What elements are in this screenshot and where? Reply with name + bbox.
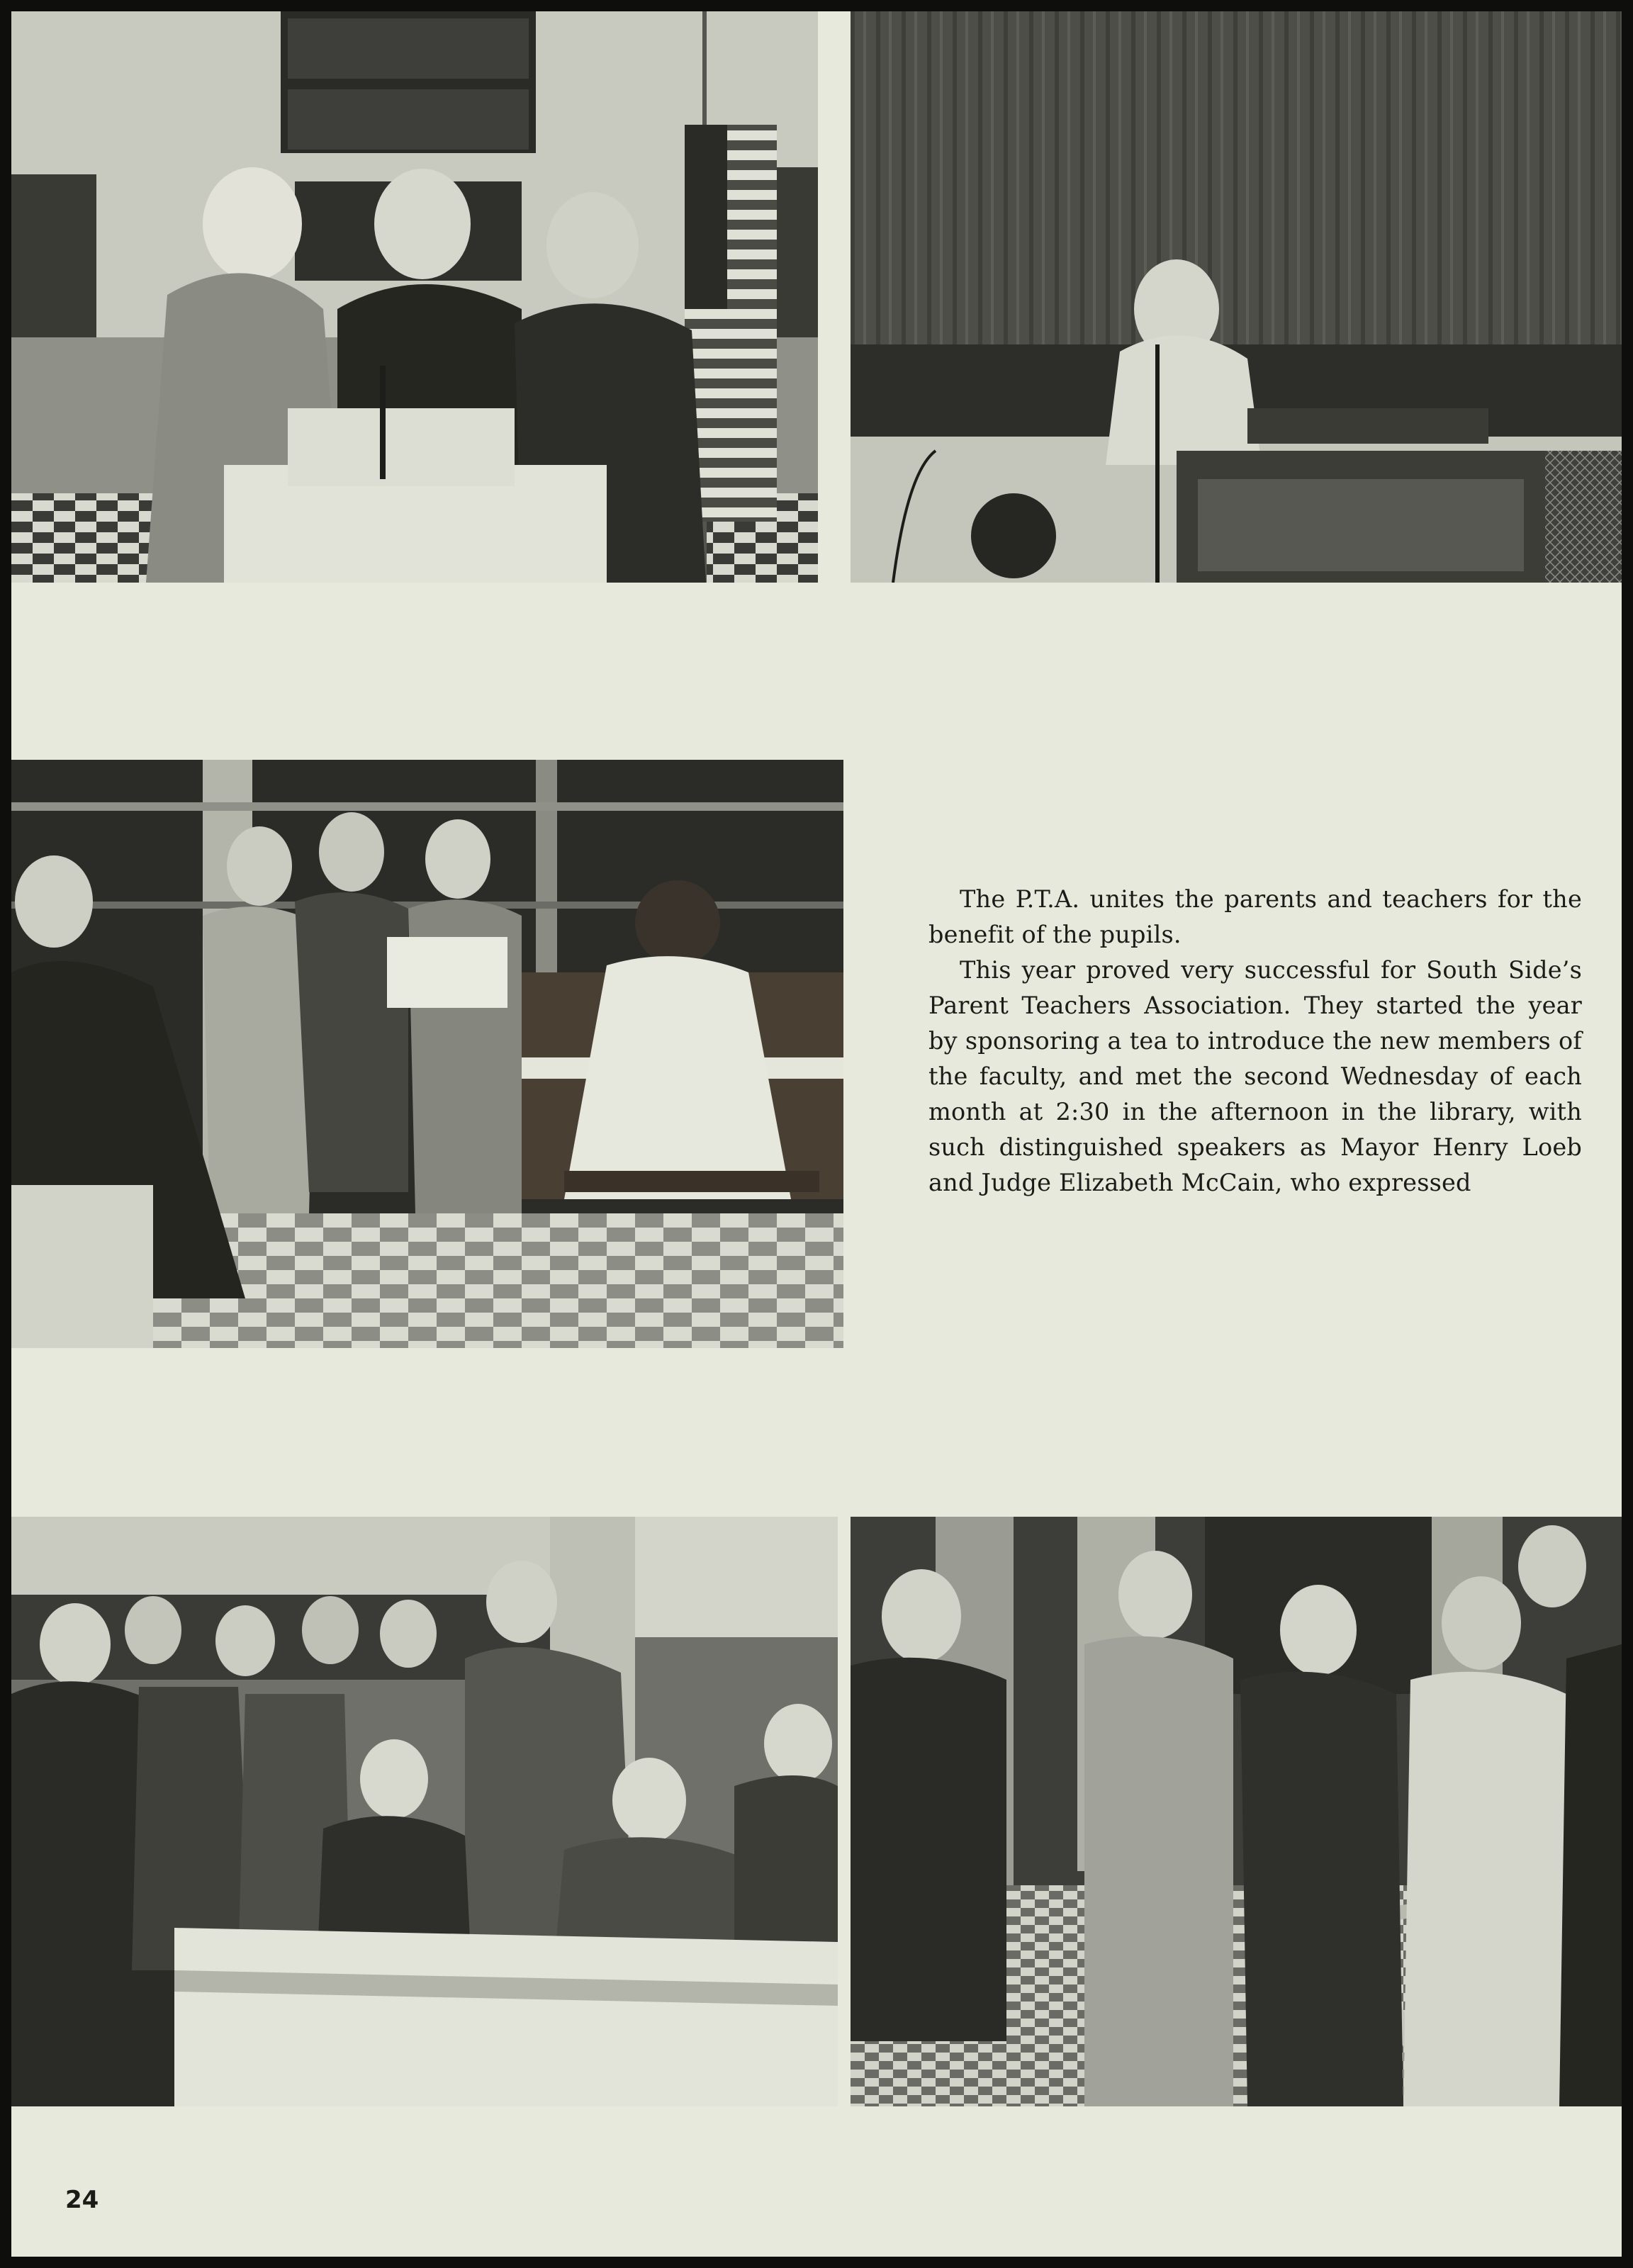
photo-speaker-at-podium-image — [851, 11, 1622, 583]
photo-receiving-line-image — [851, 1517, 1622, 2106]
photo-receiving-line — [851, 1517, 1622, 2106]
page-number: 24 — [65, 2186, 99, 2214]
photo-singers-and-pianist — [11, 760, 843, 1348]
yearbook-page — [11, 11, 1622, 2257]
photo-singers-and-pianist-image — [11, 760, 843, 1348]
photo-officers-at-lectern-image — [11, 11, 818, 583]
article-paragraph-intro: The P.T.A. unites the parents and teachers for the benefit of the pupils. — [928, 885, 1582, 948]
photo-crowd-at-tables — [11, 1517, 838, 2106]
photo-officers-at-lectern — [11, 11, 818, 583]
photo-speaker-at-podium — [851, 11, 1622, 583]
photo-crowd-at-tables-image — [11, 1517, 838, 2106]
article-paragraph-body: This year proved very successful for South Side’s Parent Teachers Association. They started the year by sponsoring a tea to introduce the new members of the faculty, and met the second Wednesday of each month at 2:30 in the afternoon in the library, with such distinguished speakers as Mayor Henry Loeb and Judge Elizabeth McCain, who expressed — [928, 956, 1582, 1196]
article-text — [928, 882, 1582, 1201]
